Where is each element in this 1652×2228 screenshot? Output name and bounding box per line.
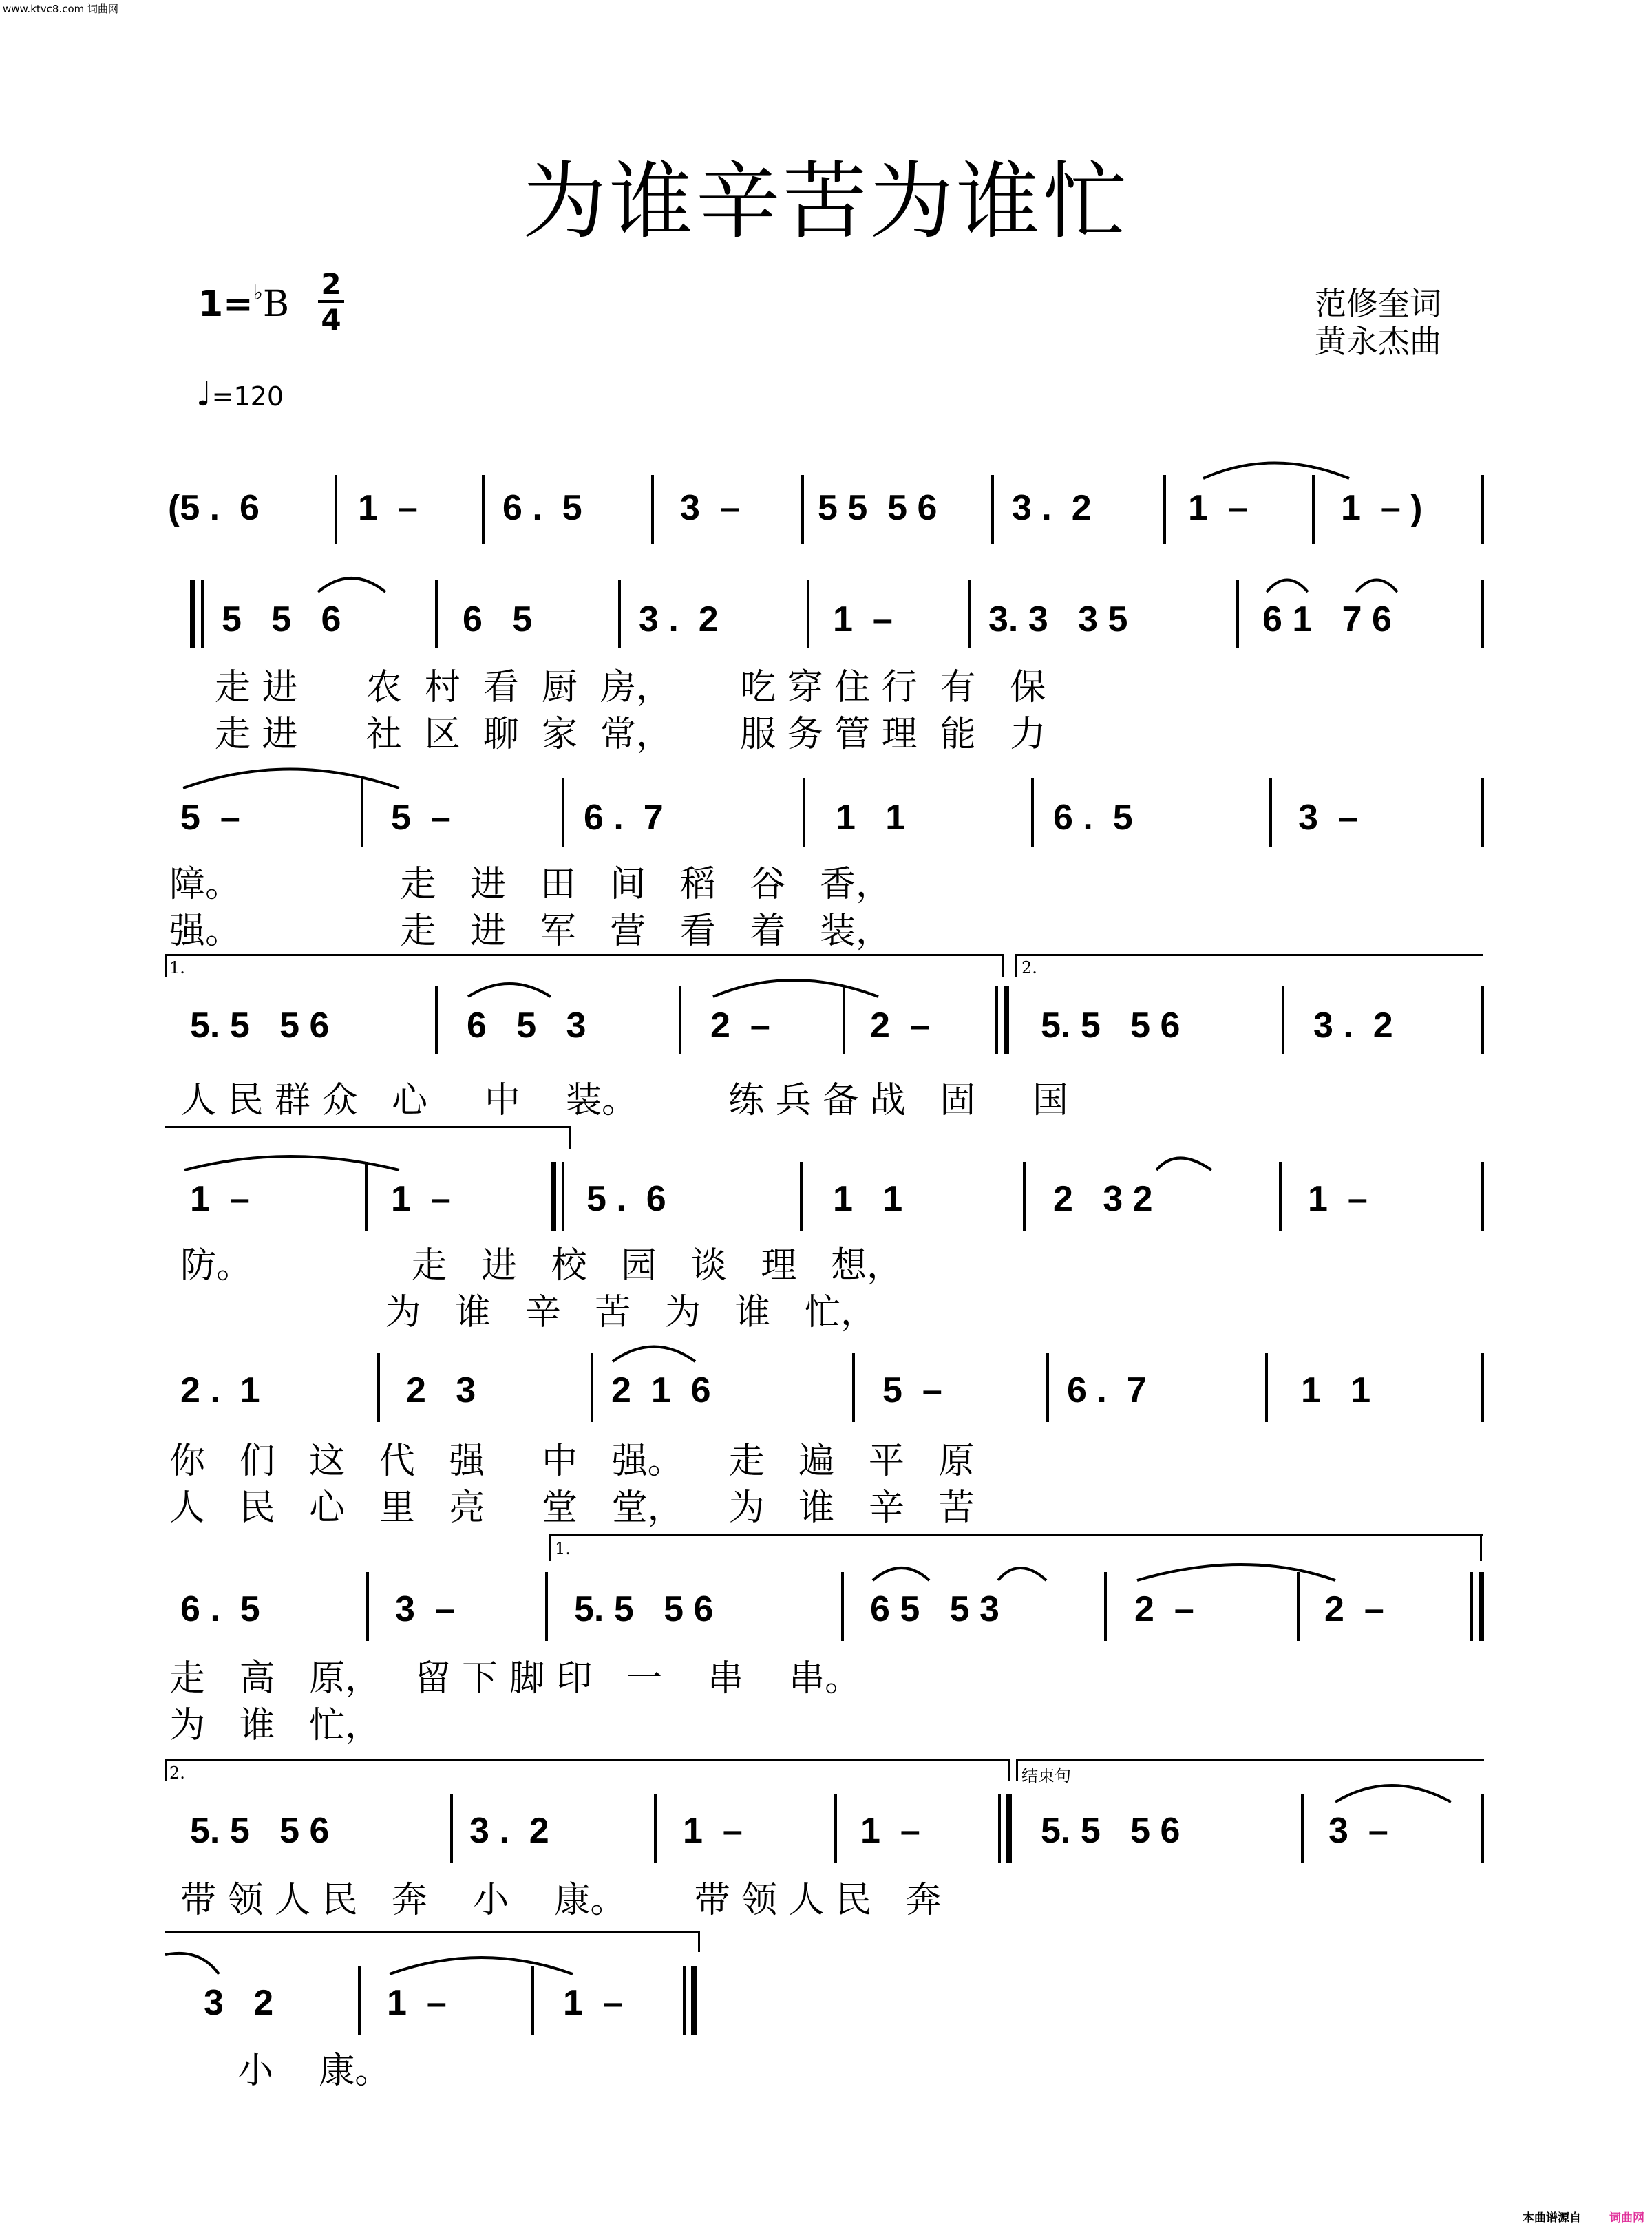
slur (998, 1568, 1046, 1580)
row2-measure6: 6 1 7 6 (1262, 600, 1392, 639)
volta-1-label-row4: 1. (169, 958, 185, 977)
flat-symbol: ♭ (253, 281, 263, 305)
song-title: 为谁辛苦为谁忙 (522, 153, 1130, 251)
footer-source: 本曲谱源自 (1523, 2211, 1581, 2225)
slur (1356, 580, 1397, 593)
row5-measure2: 1 – (391, 1179, 451, 1219)
row2-lyrics-verse1: 走 进 农 村 看 厨 房， 吃 穿 住 行 有 保 (215, 667, 1046, 708)
row5-measure5: 2 3 2 (1053, 1179, 1153, 1219)
row9-measure3: 1 – (563, 1983, 623, 2023)
row7-lyrics-verse2: 为 谁 忙， (169, 1705, 381, 1746)
row8-measure3: 1 – (683, 1811, 743, 1851)
slur (873, 1568, 929, 1580)
row8-measure4: 1 – (860, 1811, 920, 1851)
key-tonic: 1= (198, 284, 253, 325)
row2-measure2: 6 5 (463, 600, 533, 639)
row1-measure7: 1 – (1188, 488, 1248, 528)
row4-measure6: 3 . 2 (1313, 1006, 1393, 1046)
slur (184, 1156, 399, 1170)
row4-lyrics: 人 民 群 众 心 中 装。 练 兵 备 战 固 国 (180, 1080, 1068, 1121)
row9-lyrics: 小 康。 (169, 2050, 391, 2092)
row3-measure2: 5 – (391, 798, 451, 838)
row7-measure1: 6 . 5 (180, 1589, 260, 1629)
row6-lyrics-verse1: 你 们 这 代 强 中 强。 走 遍 平 原 (169, 1441, 975, 1482)
slur (1335, 1785, 1451, 1802)
row3-measure5: 6 . 5 (1053, 798, 1133, 838)
row3-lyrics-verse1: 障。 走 进 田 间 稻 谷 香， (169, 864, 891, 905)
row6-measure4: 5 – (882, 1370, 942, 1410)
volta-1-label-row7: 1. (555, 1539, 571, 1558)
footer-site-logo: 词曲网 (1609, 2211, 1644, 2225)
row4-measure3: 2 – (710, 1006, 770, 1046)
row1-measure1: (5 . 6 (168, 488, 260, 528)
row4-measure1: 5. 5 5 6 (190, 1006, 330, 1046)
row5-measure4: 1 1 (833, 1179, 903, 1219)
row3-measure3: 6 . 7 (584, 798, 664, 838)
row5-measure3: 5 . 6 (586, 1179, 666, 1219)
row9-measure1: 3 2 (204, 1983, 274, 2023)
row5-measure1: 1 – (190, 1179, 250, 1219)
quarter-note-icon: ♩ (196, 375, 212, 414)
row7-measure5: 2 – (1134, 1589, 1194, 1629)
slur (318, 578, 385, 592)
lyricist-credit: 范修奎词 (1315, 285, 1441, 322)
row9-measure2: 1 – (387, 1983, 447, 2023)
row7-measure3: 5. 5 5 6 (574, 1589, 714, 1629)
slur (613, 1347, 695, 1362)
row4-measure5: 5. 5 5 6 (1041, 1006, 1180, 1046)
row2-measure5: 3. 3 3 5 (988, 600, 1128, 639)
row1-measure5: 5 5 5 6 (818, 488, 938, 528)
volta-2-label-row4: 2. (1021, 958, 1037, 977)
row8-measure1: 5. 5 5 6 (190, 1811, 330, 1851)
slur (713, 980, 878, 997)
row6-measure2: 2 3 (406, 1370, 476, 1410)
composer-credit: 黄永杰曲 (1315, 323, 1441, 360)
slur (183, 770, 399, 789)
row3-measure4: 1 1 (836, 798, 906, 838)
slur (1137, 1564, 1335, 1580)
row2-measure4: 1 – (833, 600, 893, 639)
slur (468, 984, 551, 997)
slur (1203, 463, 1349, 479)
slur (1267, 580, 1308, 593)
row1-measure4: 3 – (680, 488, 740, 528)
row8-lyrics: 带 领 人 民 奔 小 康。 带 领 人 民 奔 (180, 1880, 942, 1921)
row2-lyrics-verse2: 走 进 社 区 聊 家 常， 服 务 管 理 能 力 (215, 714, 1046, 755)
row3-measure1: 5 – (180, 798, 240, 838)
row1-measure3: 6 . 5 (502, 488, 582, 528)
row4-measure2: 6 5 3 (467, 1006, 586, 1046)
row3-measure6: 3 – (1298, 798, 1358, 838)
row6-measure3: 2 1 6 (611, 1370, 711, 1410)
row1-measure6: 3 . 2 (1012, 488, 1092, 528)
row1-measure2: 1 – (358, 488, 418, 528)
time-signature-bottom: 4 (321, 303, 341, 337)
row8-measure5: 5. 5 5 6 (1041, 1811, 1180, 1851)
tempo-value: =120 (211, 381, 284, 412)
row7-measure2: 3 – (395, 1589, 455, 1629)
slur (390, 1958, 573, 1974)
coda-label: 结束句 (1021, 1766, 1071, 1785)
row8-measure6: 3 – (1328, 1811, 1388, 1851)
row7-lyrics-verse1: 走 高 原， 留 下 脚 印 一 串 串。 (169, 1658, 861, 1699)
row5-measure6: 1 – (1308, 1179, 1368, 1219)
row2-measure1: 5 5 6 (222, 600, 341, 639)
slur (165, 1953, 219, 1974)
row7-measure6: 2 – (1324, 1589, 1384, 1629)
row6-lyrics-verse2: 人 民 心 里 亮 堂 堂， 为 谁 辛 苦 (169, 1487, 975, 1529)
row4-measure4: 2 – (870, 1006, 930, 1046)
row6-measure6: 1 1 (1301, 1370, 1371, 1410)
time-signature-top: 2 (321, 267, 341, 301)
volta-2-label-row8: 2. (169, 1763, 185, 1783)
watermark: www.ktvc8.com 词曲网 (3, 3, 119, 15)
row5-lyrics-verse1: 防。 走 进 校 园 谈 理 想， (180, 1245, 902, 1286)
row7-measure4: 6 5 5 3 (870, 1589, 999, 1629)
row5-lyrics-verse2: 为 谁 辛 苦 为 谁 忙， (180, 1292, 877, 1333)
row6-measure5: 6 . 7 (1067, 1370, 1147, 1410)
row2-measure3: 3 . 2 (639, 600, 719, 639)
key-note: B (262, 284, 290, 325)
row1-measure8: 1 – ) (1341, 488, 1423, 528)
row8-measure2: 3 . 2 (469, 1811, 549, 1851)
row6-measure1: 2 . 1 (180, 1370, 260, 1410)
slur (1156, 1158, 1211, 1171)
row3-lyrics-verse2: 强。 走 进 军 营 看 着 装， (169, 911, 891, 952)
